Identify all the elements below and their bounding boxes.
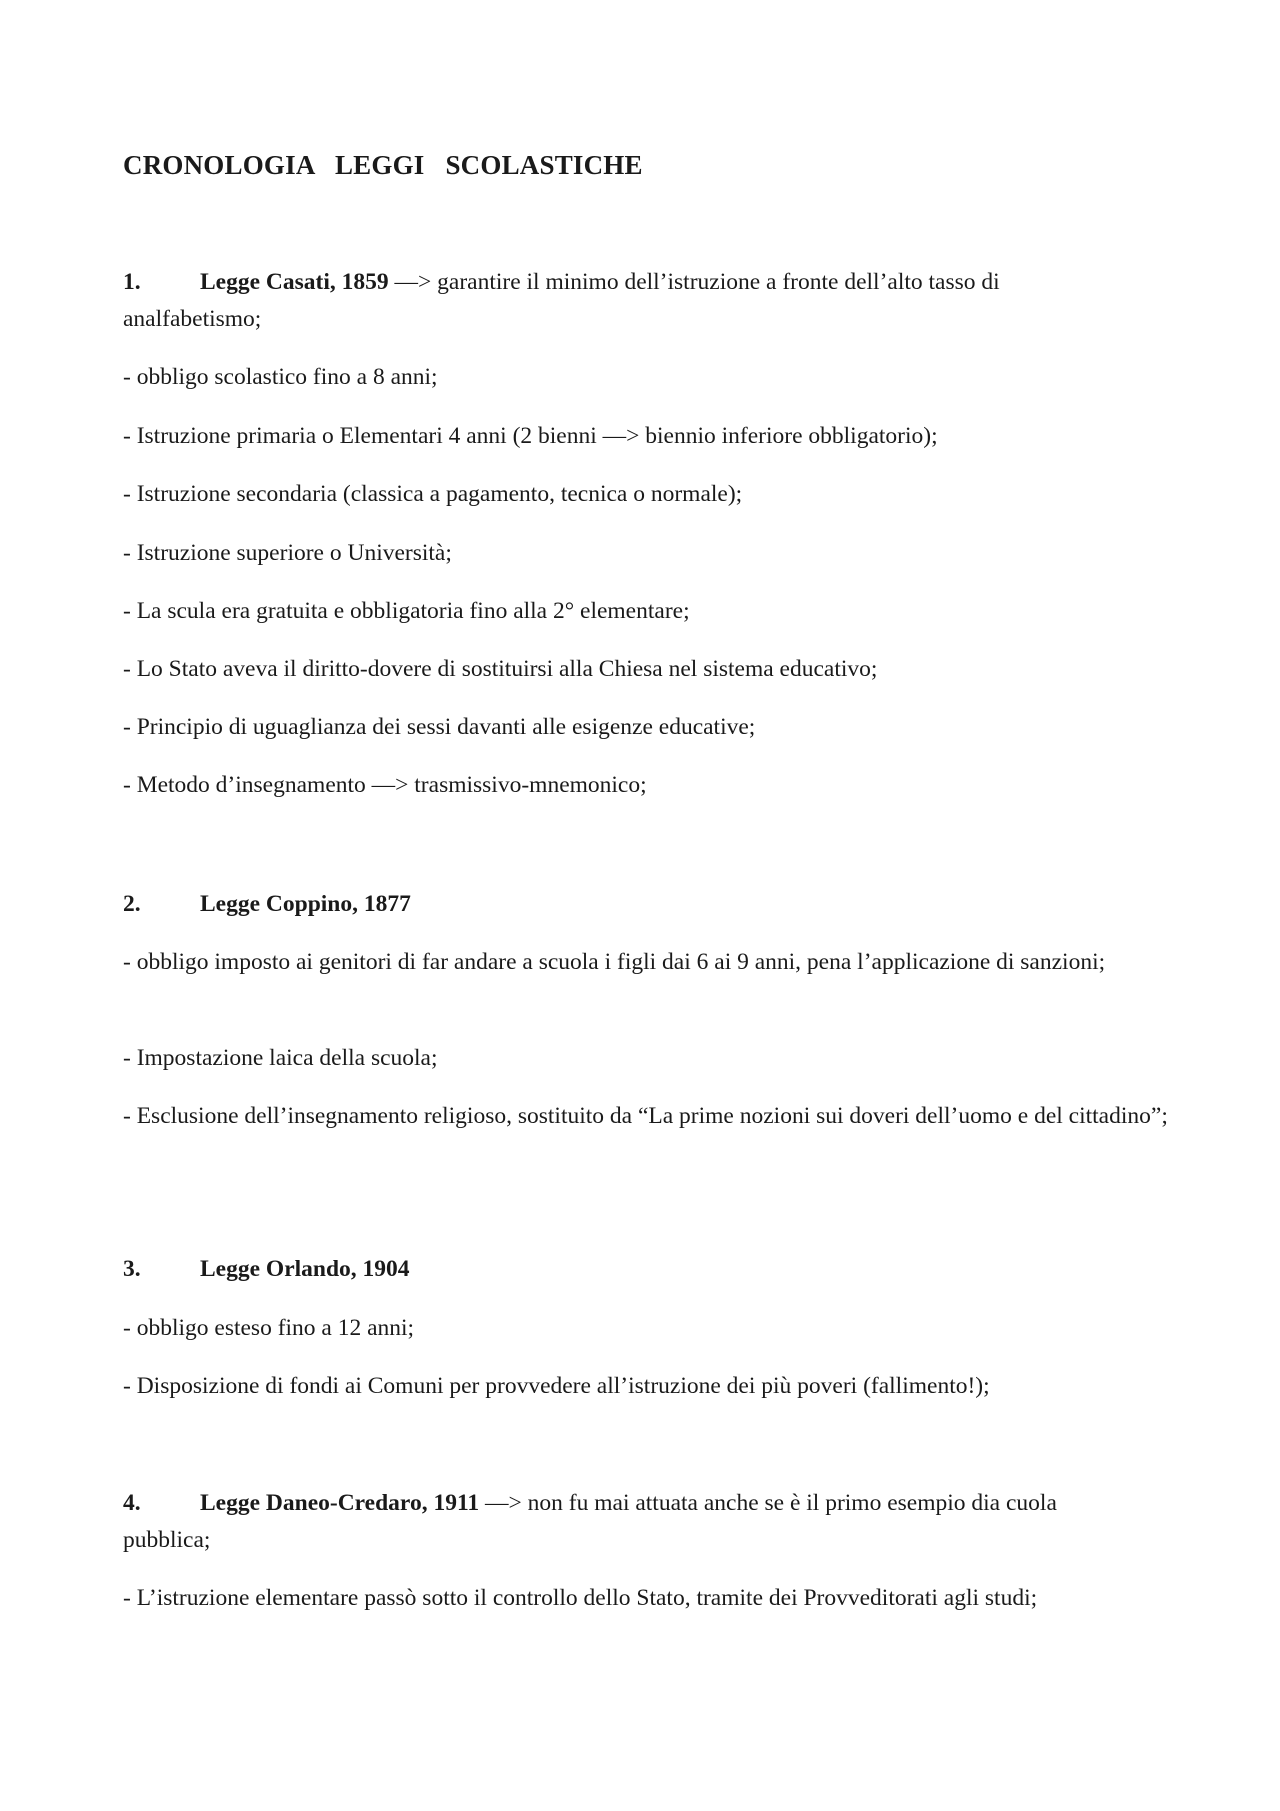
list-item: - Istruzione secondaria (classica a pagamento, tecnica o normale); xyxy=(123,481,743,507)
list-item: - Istruzione superiore o Università; xyxy=(123,540,452,566)
section-name: Legge Orlando, 1904 xyxy=(200,1256,410,1282)
section-heading-coppino xyxy=(123,885,411,923)
list-item: - L’istruzione elementare passò sotto il controllo dello Stato, tramite dei Provveditorati agli studi; xyxy=(123,1585,1038,1611)
page-title: CRONOLOGIA LEGGI SCOLASTICHE xyxy=(123,150,643,180)
list-item: - obbligo imposto ai genitori di far andare a scuola i figli dai 6 ai 9 anni, pena l’applicazione di sanzioni; xyxy=(123,949,1106,975)
section-number: 3. xyxy=(123,1256,141,1282)
section-description: —> non fu mai attuata anche se è il primo esempio dia cuola xyxy=(479,1490,1057,1516)
section-heading-daneo-credaro xyxy=(123,1484,1057,1522)
section-name: Legge Casati, 1859 xyxy=(200,269,389,295)
section-heading-casati xyxy=(123,263,1000,301)
section-name: Legge Coppino, 1877 xyxy=(200,891,411,917)
section-description-continued: pubblica; xyxy=(123,1527,211,1553)
list-item: - La scula era gratuita e obbligatoria fino alla 2° elementare; xyxy=(123,598,690,624)
list-item: - Principio di uguaglianza dei sessi davanti alle esigenze educative; xyxy=(123,714,756,740)
list-item: - Disposizione di fondi ai Comuni per provvedere all’istruzione dei più poveri (fallimento!); xyxy=(123,1373,990,1399)
section-number: 2. xyxy=(123,891,141,917)
section-number: 1. xyxy=(123,269,141,295)
list-item: - Esclusione dell’insegnamento religioso, sostituito da “La prime nozioni sui doveri dell’uomo e del cittadino”; xyxy=(123,1103,1168,1129)
list-item: - Impostazione laica della scuola; xyxy=(123,1045,438,1071)
list-item: - obbligo esteso fino a 12 anni; xyxy=(123,1315,415,1341)
section-name: Legge Daneo-Credaro, 1911 xyxy=(200,1490,480,1516)
list-item: - obbligo scolastico fino a 8 anni; xyxy=(123,364,438,390)
list-item: - Lo Stato aveva il diritto-dovere di sostituirsi alla Chiesa nel sistema educativo; xyxy=(123,656,878,682)
list-item: - Istruzione primaria o Elementari 4 anni (2 bienni —> biennio inferiore obbligatorio); xyxy=(123,423,938,449)
section-description-continued: analfabetismo; xyxy=(123,306,262,332)
section-number: 4. xyxy=(123,1490,141,1516)
section-description: —> garantire il minimo dell’istruzione a fronte dell’alto tasso di xyxy=(388,269,1000,295)
section-heading-orlando xyxy=(123,1250,410,1288)
list-item: - Metodo d’insegnamento —> trasmissivo-mnemonico; xyxy=(123,772,647,798)
